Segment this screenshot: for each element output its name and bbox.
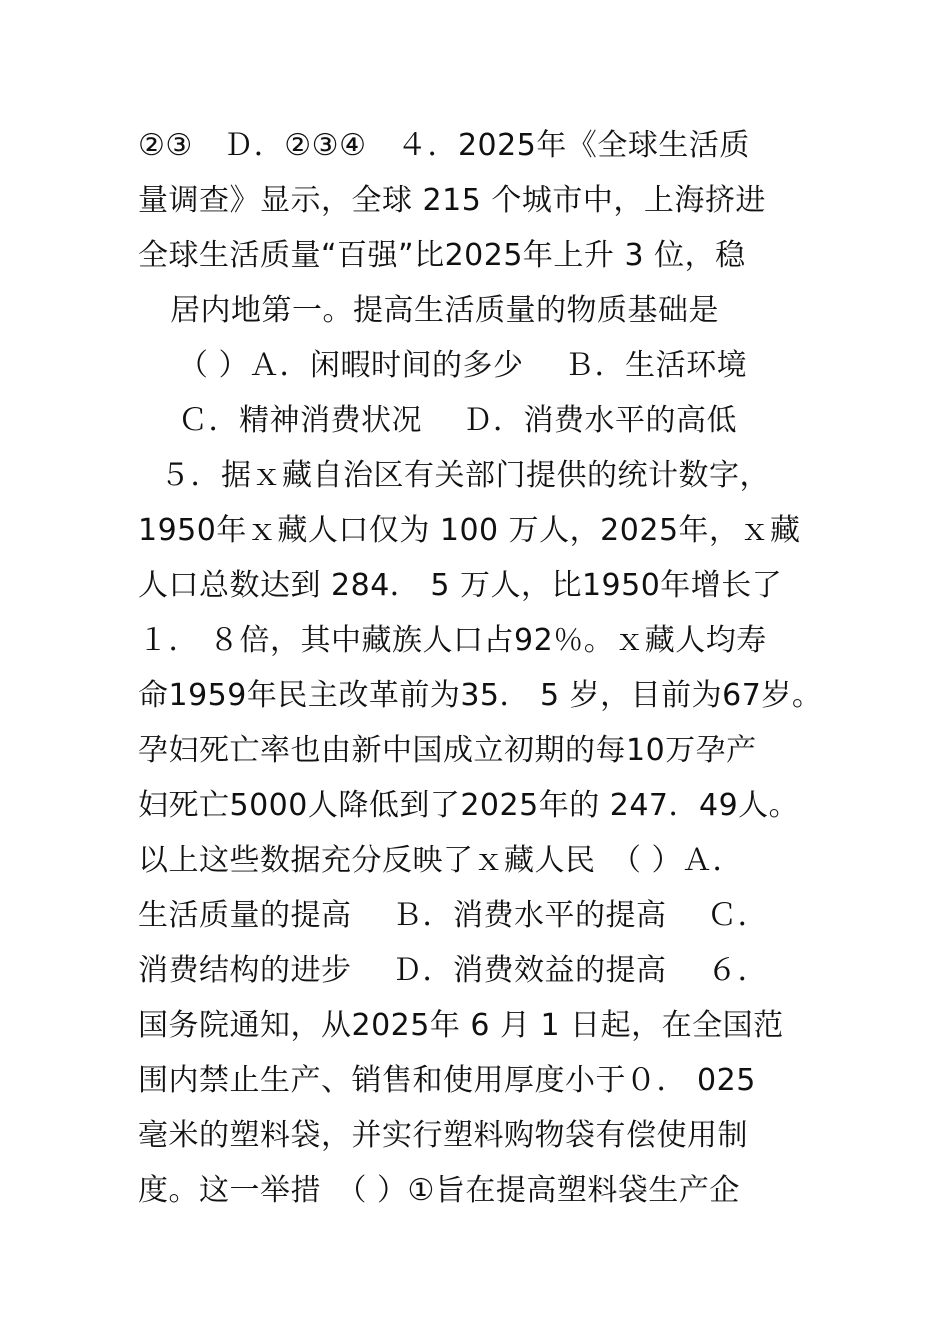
text-line: 1950年ｘ藏人口仅为 100 万人，2025年，ｘ藏	[138, 513, 801, 548]
text-line: Ｃ．精神消费状况 Ｄ．消费水平的高低	[178, 403, 738, 438]
text-line: ②③ Ｄ．②③④ ４．2025年《全球生活质	[138, 128, 750, 163]
text-line: （ ）Ａ．闲暇时间的多少 Ｂ．生活环境	[178, 348, 748, 383]
text-line: １． ８倍，其中藏族人口占92％。ｘ藏人均寿	[138, 623, 767, 658]
text-line: 孕妇死亡率也由新中国成立初期的每10万孕产	[138, 733, 757, 768]
text-line: 生活质量的提高 Ｂ．消费水平的提高 Ｃ．	[138, 898, 769, 933]
text-line: 命1959年民主改革前为35． 5 岁，目前为67岁。	[138, 678, 823, 713]
text-line: 毫米的塑料袋，并实行塑料购物袋有偿使用制	[138, 1118, 748, 1153]
text-line: 度。这一举措 （ ）①旨在提高塑料袋生产企	[138, 1173, 740, 1208]
text-line: 以上这些数据充分反映了ｘ藏人民 （ ）Ａ．	[138, 843, 744, 878]
text-line: 量调查》显示，全球 215 个城市中，上海挤进	[138, 183, 766, 218]
text-line: 消费结构的进步 Ｄ．消费效益的提高 ６．	[138, 953, 769, 988]
text-line: ５．据ｘ藏自治区有关部门提供的统计数字，	[160, 458, 770, 493]
text-line: 人口总数达到 284． 5 万人，比1950年增长了	[138, 568, 783, 603]
text-line: 居内地第一。提高生活质量的物质基础是	[170, 293, 719, 328]
text-line: 全球生活质量“百强”比2025年上升 3 位，稳	[138, 238, 746, 273]
text-line: 妇死亡5000人降低到了2025年的 247．49人。	[138, 788, 800, 823]
text-line: 围内禁止生产、销售和使用厚度小于０． 025	[138, 1063, 756, 1098]
text-line: 国务院通知，从2025年 6 月 1 日起，在全国范	[138, 1008, 784, 1043]
